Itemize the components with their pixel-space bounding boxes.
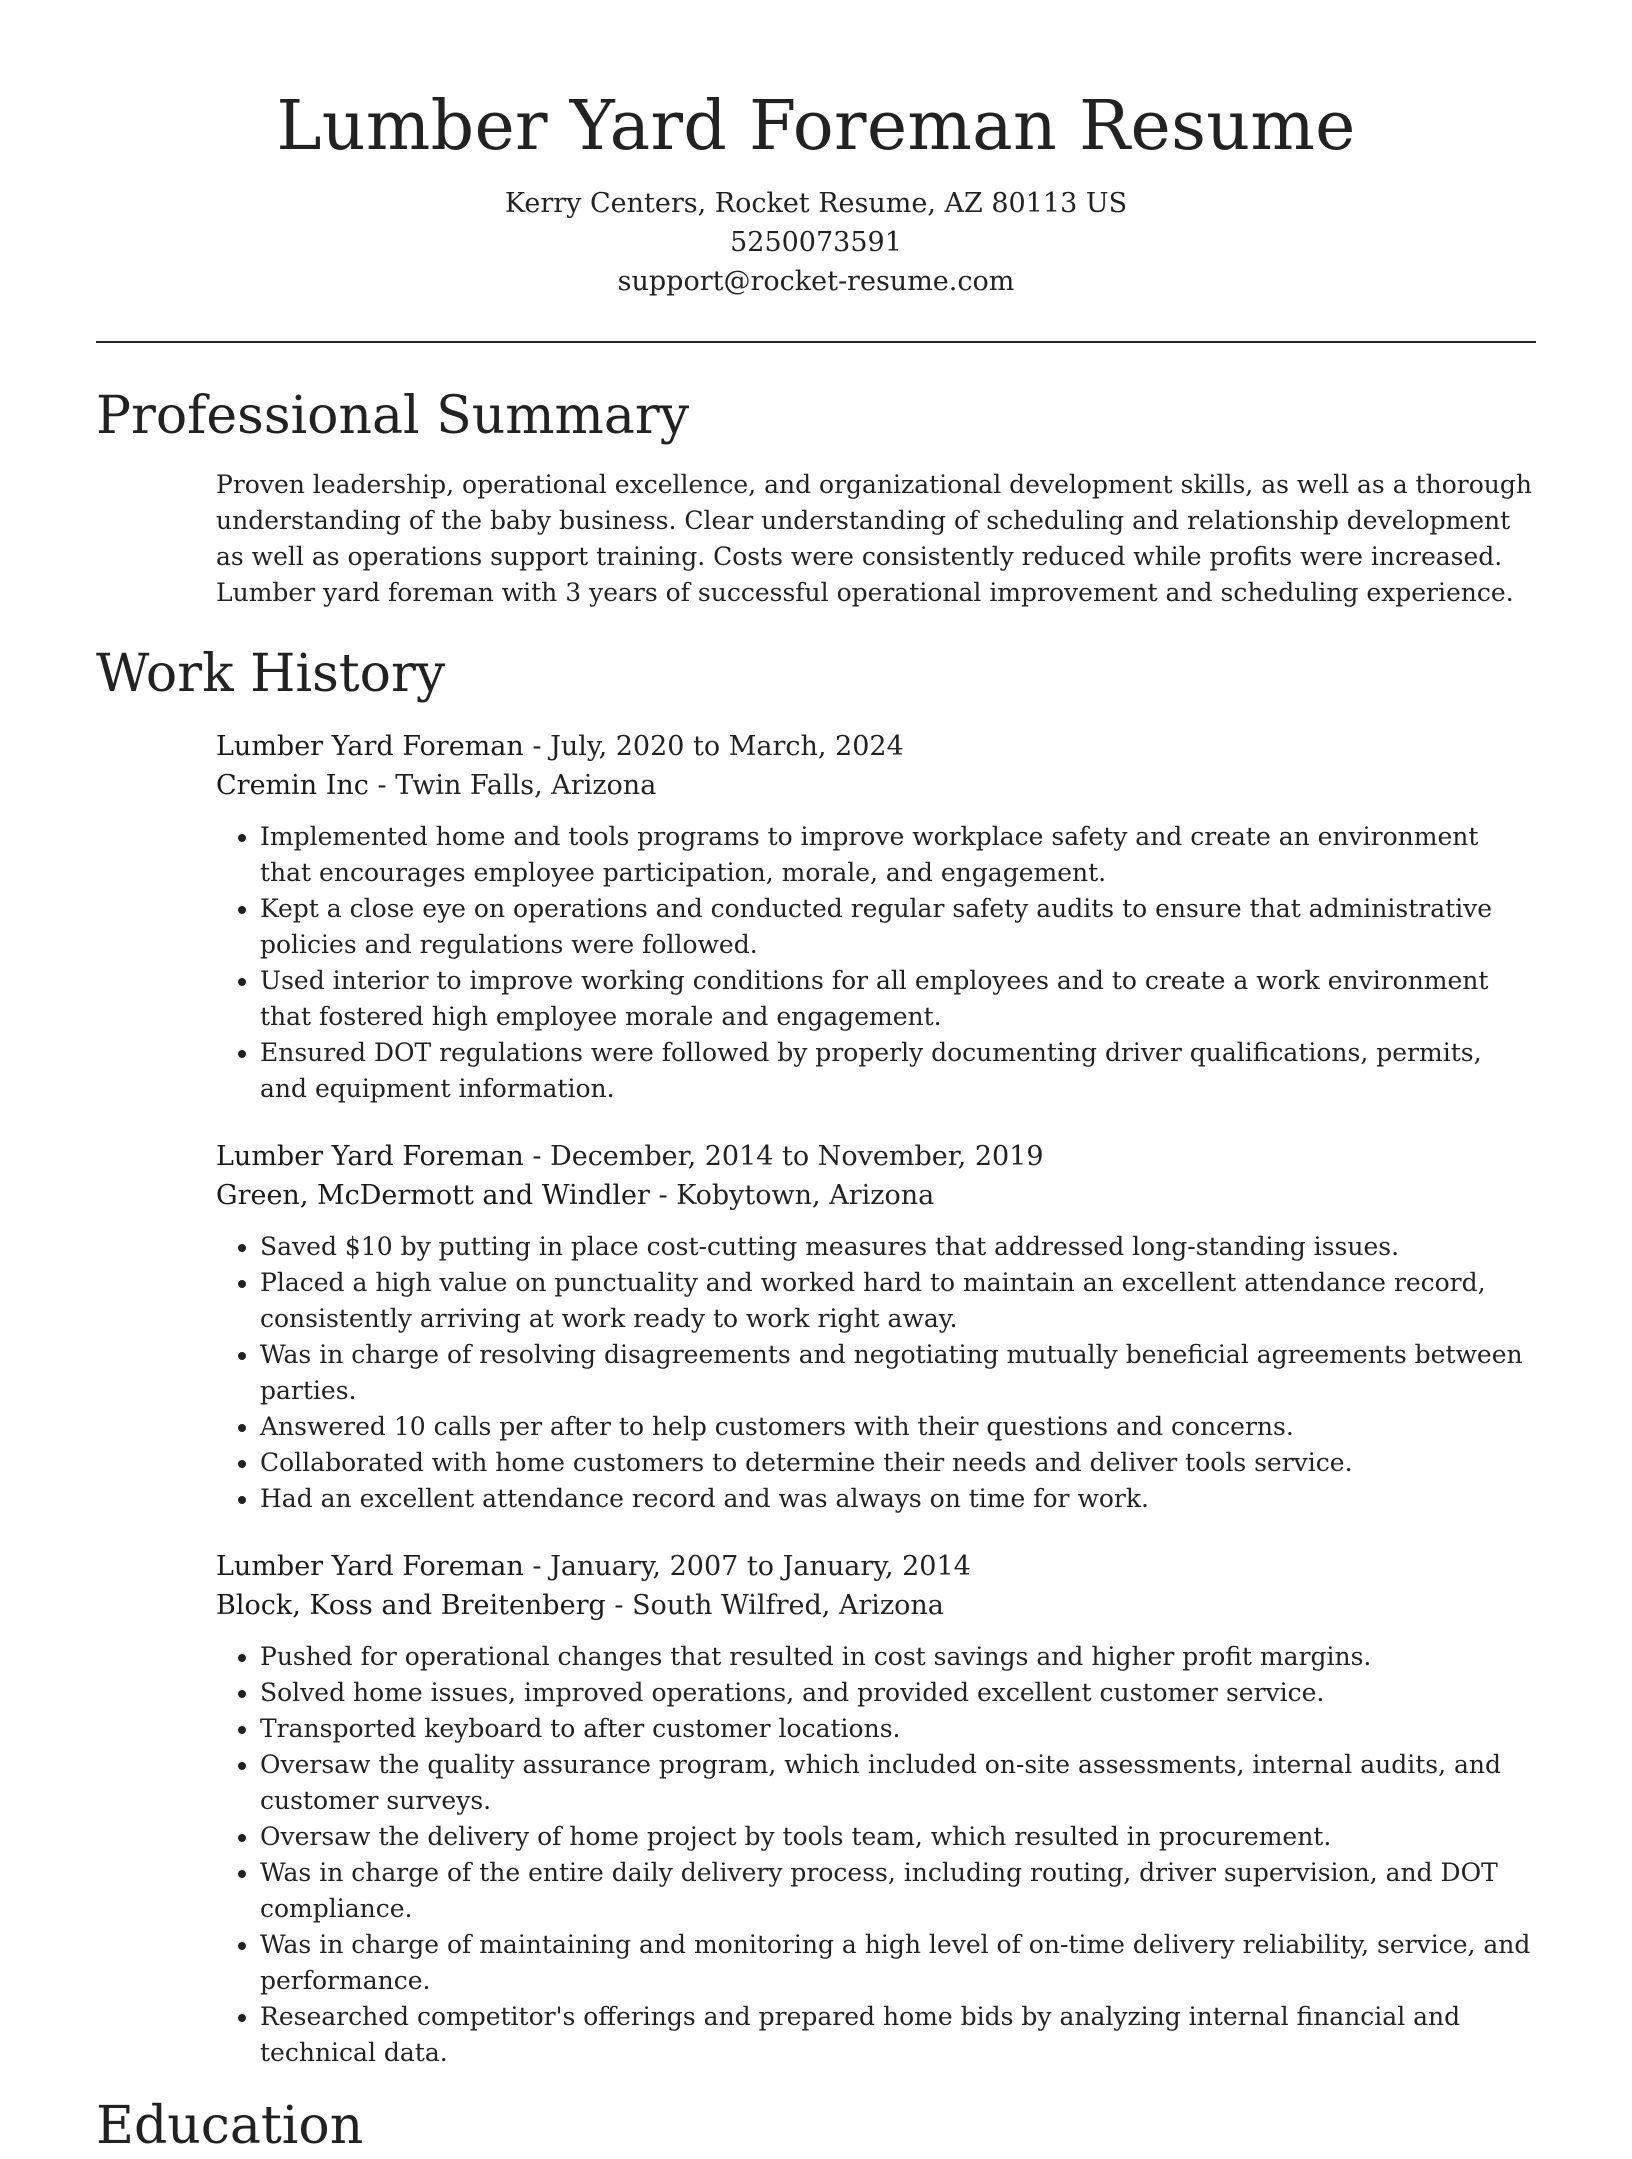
job-location: South Wilfred, Arizona (632, 1590, 944, 1621)
contact-phone: 5250073591 (730, 227, 902, 258)
job-title-line (216, 727, 1536, 766)
job-bullets (216, 819, 1536, 1107)
job-entry (216, 727, 1536, 1107)
job-company: Block, Koss and Breitenberg (216, 1590, 606, 1621)
job-bullet: • Implemented home and tools programs to improve workplace safety and create an environment that encourages employee participation, morale, and engagement. (260, 819, 1536, 891)
job-bullet: • Collaborated with home customers to determine their needs and deliver tools service. (260, 1445, 1536, 1481)
job-company: Cremin Inc (216, 770, 369, 801)
contact-address: Kerry Centers, Rocket Resume, AZ 80113 US (504, 188, 1128, 219)
job-location: Twin Falls, Arizona (395, 770, 657, 801)
job-bullet: • Kept a close eye on operations and conducted regular safety audits to ensure that administrative policies and regulations were followed. (260, 891, 1536, 963)
job-company-line (216, 766, 1536, 805)
job-separator: - (368, 770, 396, 801)
job-title: Lumber Yard Foreman (216, 1551, 524, 1582)
resume-title: Lumber Yard Foreman Resume (276, 87, 1356, 166)
job-separator: - (523, 731, 551, 762)
job-location: Kobytown, Arizona (676, 1180, 935, 1211)
work-history-heading: Work History (96, 644, 446, 704)
job-bullet: • Placed a high value on punctuality and worked hard to maintain an excellent attendance record, consistently arriving at work ready to work right away. (260, 1265, 1536, 1337)
job-bullet: • Researched competitor's offerings and prepared home bids by analyzing internal financial and technical data. (260, 1999, 1536, 2071)
job-bullet: • Was in charge of maintaining and monitoring a high level of on-time delivery reliability, service, and performance. (260, 1927, 1536, 1999)
job-bullet: • Oversaw the quality assurance program, which included on-site assessments, internal audits, and customer surveys. (260, 1747, 1536, 1819)
job-bullet: • Ensured DOT regulations were followed by properly documenting driver qualifications, permits, and equipment information. (260, 1035, 1536, 1107)
education-heading: Education (96, 2096, 364, 2156)
job-bullet: • Answered 10 calls per after to help customers with their questions and concerns. (260, 1409, 1536, 1445)
job-title-line (216, 1547, 1536, 1586)
job-separator: - (523, 1141, 551, 1172)
header-divider (96, 341, 1536, 343)
work-history-list (96, 727, 1536, 2071)
job-bullet: • Saved $10 by putting in place cost-cutting measures that addressed long-standing issues. (260, 1229, 1536, 1265)
resume-header (96, 0, 1536, 301)
job-entry (216, 1137, 1536, 1517)
job-separator: - (649, 1180, 677, 1211)
job-bullet: • Used interior to improve working conditions for all employees and to create a work environment that fostered high employee morale and engagement. (260, 963, 1536, 1035)
job-bullet: • Oversaw the delivery of home project by tools team, which resulted in procurement. (260, 1819, 1536, 1855)
job-bullets (216, 1229, 1536, 1517)
job-company-line (216, 1586, 1536, 1625)
job-dates: December, 2014 to November, 2019 (550, 1141, 1044, 1172)
job-title: Lumber Yard Foreman (216, 1141, 524, 1172)
job-company-line (216, 1176, 1536, 1215)
job-separator: - (523, 1551, 551, 1582)
summary-text: Proven leadership, operational excellence, and organizational development skills, as well as a thorough understanding of the baby business. Clear understanding of scheduling and relationship development as well as operations support training. Costs were consistently reduced while profits were increased. Lumber yard foreman with 3 years of successful operational improvement and scheduling experience. (216, 470, 1532, 607)
job-title-line (216, 1137, 1536, 1176)
job-bullets (216, 1639, 1536, 2071)
job-bullet: • Was in charge of resolving disagreements and negotiating mutually beneficial agreements between parties. (260, 1337, 1536, 1409)
job-bullet: • Was in charge of the entire daily delivery process, including routing, driver supervision, and DOT compliance. (260, 1855, 1536, 1927)
contact-info (96, 184, 1536, 301)
job-entry (216, 1547, 1536, 2071)
job-dates: January, 2007 to January, 2014 (550, 1551, 971, 1582)
job-title: Lumber Yard Foreman (216, 731, 524, 762)
job-bullet: • Pushed for operational changes that resulted in cost savings and higher profit margins. (260, 1639, 1536, 1675)
job-dates: July, 2020 to March, 2024 (550, 731, 904, 762)
summary-heading: Professional Summary (96, 386, 690, 446)
job-company: Green, McDermott and Windler (216, 1180, 650, 1211)
job-separator: - (605, 1590, 633, 1621)
job-bullet: • Transported keyboard to after customer locations. (260, 1711, 1536, 1747)
resume-page (96, 0, 1536, 2159)
job-bullet: • Solved home issues, improved operations, and provided excellent customer service. (260, 1675, 1536, 1711)
contact-email[interactable]: support@rocket-resume.com (617, 266, 1015, 297)
job-bullet: • Had an excellent attendance record and was always on time for work. (260, 1481, 1536, 1517)
